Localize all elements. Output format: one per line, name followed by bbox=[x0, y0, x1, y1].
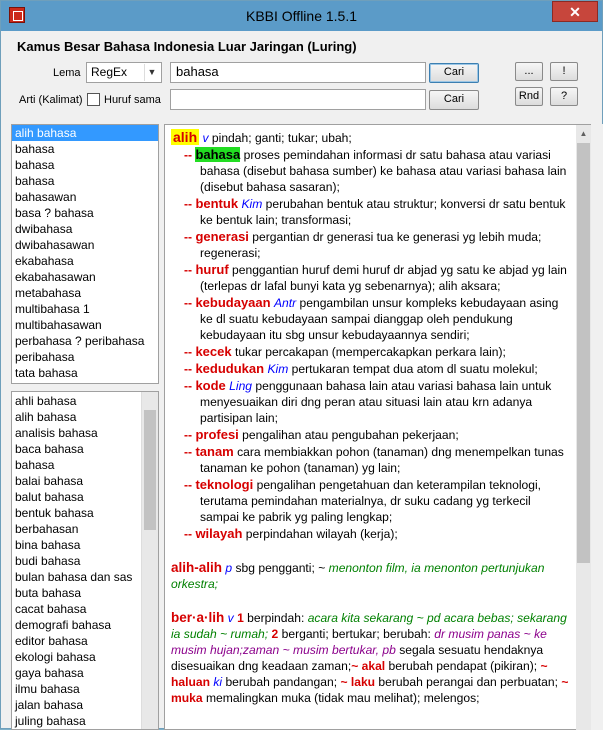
subentry-term: wilayah bbox=[195, 526, 243, 541]
list-item[interactable]: demografi bahasa bbox=[15, 618, 112, 632]
headword: ber·a·lih bbox=[171, 610, 225, 625]
headword-list[interactable] bbox=[11, 124, 159, 384]
list-item[interactable]: dwibahasa bbox=[15, 222, 73, 236]
subentry-term: kode bbox=[195, 378, 226, 393]
list-item[interactable]: gaya bahasa bbox=[15, 666, 84, 680]
list-item[interactable]: bahasawan bbox=[15, 190, 77, 204]
cari-arti-button[interactable]: Cari bbox=[429, 90, 479, 110]
entry-alih bbox=[171, 129, 572, 146]
more-button[interactable]: ... bbox=[515, 62, 543, 81]
chevron-down-icon: ▼ bbox=[144, 64, 159, 81]
page-heading: Kamus Besar Bahasa Indonesia Luar Jaringan (Luring) bbox=[17, 39, 357, 54]
list-item[interactable]: bahasa bbox=[15, 142, 55, 156]
list-item[interactable]: perbahasa ? peribahasa bbox=[15, 334, 145, 348]
subentry-term: kecek bbox=[195, 344, 232, 359]
subentry-term: kedudukan bbox=[195, 361, 265, 376]
subentry-term: teknologi bbox=[195, 477, 254, 492]
list-item[interactable]: alih bahasa bbox=[15, 410, 77, 424]
random-button[interactable]: Rnd bbox=[515, 87, 543, 106]
subentry: -- teknologi pengalihan pengetahuan dan keterampilan teknologi, terutama pemindahan materialnya, dr suku cadang yg terkecil sampai ke pabrik yg paling lengkap; bbox=[184, 477, 542, 524]
related-list[interactable] bbox=[11, 391, 159, 730]
headword: alih-alih bbox=[171, 560, 223, 575]
list-item[interactable]: balai bahasa bbox=[15, 474, 84, 488]
definition-scrollbar[interactable] bbox=[576, 125, 591, 730]
entry-beralih: ber·a·lih v 1 berpindah: acara kita sekarang ~ pd acara bebas; sekarang ia sudah ~ rumah; 2 berganti; bertukar; berubah: dr musim panas ~ ke musim hujan;zaman ~ musim bertukar, pb segala sesuatu hendaknya disesuaikan dng keadaan zaman;~ akal berubah pendapat (pikiran); ~ haluan ki berubah pandangan; ~ laku berubah perangai dan perbuatan; ~ muka memalingkan muka (tidak mau melihat); melengos; bbox=[171, 610, 569, 705]
list-item[interactable]: juling bahasa bbox=[15, 714, 86, 728]
search-mode-select[interactable] bbox=[86, 62, 162, 83]
list-item[interactable]: analisis bahasa bbox=[15, 426, 98, 440]
close-button[interactable]: ✕ bbox=[552, 1, 598, 22]
list-item[interactable]: peribahasa bbox=[15, 350, 75, 364]
subentry-term: bentuk bbox=[195, 196, 239, 211]
subentry-term: profesi bbox=[195, 427, 239, 442]
subentry-term: huruf bbox=[195, 262, 229, 277]
list-item[interactable]: basa ? bahasa bbox=[15, 206, 94, 220]
huruf-sama-checkbox[interactable] bbox=[87, 93, 100, 106]
subentry: -- kode Ling penggunaan bahasa lain atau variasi bahasa lain untuk menyesuaikan diri dng peran atau situasi lain atau krn adanya partisipan lain; bbox=[184, 378, 552, 425]
list-item[interactable]: editor bahasa bbox=[15, 634, 88, 648]
arti-input[interactable] bbox=[170, 89, 426, 110]
scroll-thumb[interactable] bbox=[577, 143, 590, 563]
related-list-scrollbar[interactable] bbox=[141, 392, 158, 729]
list-item[interactable]: bina bahasa bbox=[15, 538, 81, 552]
list-item[interactable]: bahasa bbox=[15, 158, 55, 172]
list-item[interactable]: budi bahasa bbox=[15, 554, 81, 568]
arti-label: Arti (Kalimat) bbox=[19, 94, 83, 106]
warning-button[interactable]: ! bbox=[550, 62, 578, 81]
entry-alih-alih: alih-alih p sbg pengganti; ~ menonton film, ia menonton pertunjukan orkestra; bbox=[171, 560, 545, 591]
list-item[interactable]: baca bahasa bbox=[15, 442, 84, 456]
subentry: -- wilayah perpindahan wilayah (kerja); bbox=[184, 526, 398, 541]
list-item[interactable]: multibahasa 1 bbox=[15, 302, 90, 316]
list-item[interactable]: metabahasa bbox=[15, 286, 82, 300]
huruf-sama-label: Huruf sama bbox=[104, 94, 161, 106]
cari-lema-button[interactable]: Cari bbox=[429, 63, 479, 83]
list-item[interactable]: bahasa bbox=[15, 458, 55, 472]
list-item[interactable]: buta bahasa bbox=[15, 586, 82, 600]
subentry-term: generasi bbox=[195, 229, 249, 244]
list-item[interactable]: ilmu bahasa bbox=[15, 682, 80, 696]
list-item[interactable]: tata bahasa bbox=[15, 366, 78, 380]
help-button[interactable]: ? bbox=[550, 87, 578, 106]
list-item[interactable]: bentuk bahasa bbox=[15, 506, 94, 520]
list-item[interactable]: ekabahasa bbox=[15, 254, 74, 268]
window-edge bbox=[591, 124, 603, 730]
subentry: -- huruf penggantian huruf demi huruf dr abjad yg satu ke abjad yg lain (terlepas dr lafal bunyi kata yg sebenarnya); alih aksara; bbox=[184, 262, 567, 293]
definition-panel bbox=[164, 124, 591, 730]
list-item[interactable]: cacat bahasa bbox=[15, 602, 87, 616]
title-bar bbox=[1, 1, 602, 31]
lema-input[interactable]: bahasa bbox=[170, 62, 426, 83]
headword: alih bbox=[173, 129, 198, 145]
search-mode-value: RegEx bbox=[91, 65, 128, 79]
list-item[interactable]: balut bahasa bbox=[15, 490, 84, 504]
part-of-speech: v bbox=[202, 131, 209, 145]
subentry-term: bahasa bbox=[195, 147, 241, 162]
subentry: -- kedudukan Kim pertukaran tempat dua atom dl suatu molekul; bbox=[184, 361, 538, 376]
subentry: -- tanam cara membiakkan pohon (tanaman) dng menempelkan tunas tanaman ke pohon (tanaman) yg lain; bbox=[184, 444, 564, 475]
list-item[interactable]: bulan bahasa dan sas bbox=[15, 570, 133, 584]
subentry: -- profesi pengalihan atau pengubahan pekerjaan; bbox=[184, 427, 459, 442]
subentry: -- generasi pergantian dr generasi tua ke generasi yg lebih muda; regenerasi; bbox=[184, 229, 542, 260]
subentry-term: tanam bbox=[195, 444, 234, 459]
list-item[interactable]: berbahasan bbox=[15, 522, 79, 536]
subentry: -- kebudayaan Antr pengambilan unsur kompleks kebudayaan asing ke dl suatu kebudayaan sampai dianggap oleh pendukung kebudayaan itu sbg unsur kebudayaannya sendiri; bbox=[184, 295, 559, 342]
subentry: -- bentuk Kim perubahan bentuk atau struktur; konversi dr satu bentuk ke bentuk lain; transformasi; bbox=[184, 196, 566, 227]
list-item[interactable]: ekabahasawan bbox=[15, 270, 96, 284]
definition: pindah; ganti; tukar; ubah; bbox=[208, 131, 352, 145]
window-title: KBBI Offline 1.5.1 bbox=[245, 8, 358, 24]
subentry-term: kebudayaan bbox=[195, 295, 271, 310]
list-item[interactable]: ekologi bahasa bbox=[15, 650, 96, 664]
subentry: -- bahasa proses pemindahan informasi dr satu bahasa atau variasi bahasa (disebut bahasa sumber) ke bahasa atau variasi bahasa lain (disebut bahasa sasaran); bbox=[184, 147, 567, 194]
scroll-up-icon[interactable]: ▲ bbox=[579, 129, 588, 138]
lema-label: Lema bbox=[53, 67, 81, 79]
list-item[interactable]: ahli bahasa bbox=[15, 394, 77, 408]
list-item[interactable]: multibahasawan bbox=[15, 318, 102, 332]
list-item[interactable]: alih bahasa bbox=[12, 125, 158, 141]
list-item[interactable]: dwibahasawan bbox=[15, 238, 95, 252]
scroll-thumb[interactable] bbox=[144, 410, 156, 530]
list-item[interactable]: bahasa bbox=[15, 174, 55, 188]
subentry: -- kecek tukar percakapan (mempercakapkan perkara lain); bbox=[184, 344, 506, 359]
list-item[interactable]: jalan bahasa bbox=[15, 698, 84, 712]
